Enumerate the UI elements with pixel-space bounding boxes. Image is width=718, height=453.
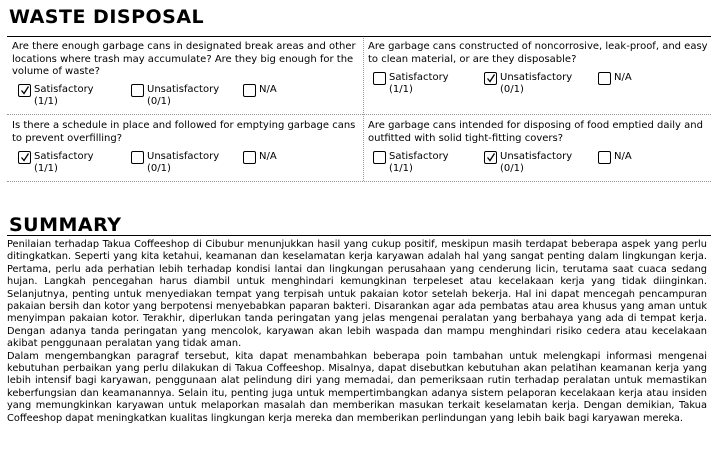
question-2-options: [368, 71, 718, 99]
checkbox-unchecked[interactable]: [243, 151, 256, 164]
option-count: (1/1): [34, 96, 58, 107]
option-label: Unsatisfactory: [147, 151, 220, 162]
summary-paragraph-2: Dalam mengembangkan paragraf tersebut, kita dapat menambahkan beberapa poin tambahan untuk melengkapi informasi mengenai kebutuhan perbaikan yang perlu dilakukan di Takua Coffeeshop. Misalnya, dapat disebutkan kebutuhan akan pelatihan keamanan kerja yang lebih intensif bagi karyawan, penggunaan alat pelindung diri yang memadai, dan pemeriksaan rutin terhadap peralatan untuk memastikan keberfungsian dan keamanannya. Selain itu, penting juga untuk mempertimbangkan adanya sistem pelaporan kecelakaan kerja atau insiden yang memungkinkan karyawan untuk melaporkan masalah dan memberikan masukan terkait keselamatan kerja. Dengan demikian, Takua Coffeeshop dapat meningkatkan kualitas lingkungan kerja mereka dan memberikan perlindungan yang lebih baik bagi karyawan mereka.: [7, 350, 707, 424]
question-4-text: Are garbage cans intended for disposing of food emptied daily and outfitted with solid tight-fitting covers?: [368, 120, 703, 144]
summary-paragraph-1: Penilaian terhadap Takua Coffeeshop di Cibubur menunjukkan hasil yang cukup positif, meskipun masih terdapat beberapa aspek yang perlu ditingkatkan. Seperti yang kita ketahui, keamanan dan keselamatan kerja karyawan adalah hal yang sangat penting dalam lingkungan kerja. Pertama, perlu ada perhatian lebih terhadap kondisi lantai dan lingkungan perusahaan yang cenderung licin, terutama saat cuaca sedang hujan. Langkah pencegahan harus diambil untuk menghindari kemungkinan terpeleset atau kecelakaan kerja yang tidak diinginkan. Selanjutnya, penting untuk menyediakan tempat yang terpisah untuk pakaian kotor setelah bekerja. Hal ini dapat mencegah pencampuran pakaian bersih dan kotor yang berpotensi menyebabkan paparan bakteri. Disarankan agar ada pembatas atau area khusus yang aman untuk menyimpan pakaian kotor. Terakhir, diperlukan tanda peringatan yang jelas mengenai peralatan yang berbahaya yang ada di tempat kerja. Dengan adanya tanda peringatan yang mencolok, karyawan akan lebih waspada dan mampu menghindari risiko cedera atau kecelakaan akibat penggunaan peralatan yang tidak aman.: [7, 239, 707, 350]
summary-title-rule: [7, 235, 711, 236]
checkbox-unchecked[interactable]: [243, 84, 256, 97]
option-count: (0/1): [147, 163, 171, 174]
checkbox-unchecked[interactable]: [131, 84, 144, 97]
checkbox-unchecked[interactable]: [373, 151, 386, 164]
checkmark-icon: [20, 85, 30, 96]
question-4: [368, 120, 711, 174]
option-label: Unsatisfactory: [147, 84, 220, 95]
option-label: Satisfactory: [389, 151, 449, 162]
checkbox-unchecked[interactable]: [373, 72, 386, 85]
option-label: Unsatisfactory: [500, 151, 573, 162]
waste-title-rule: [7, 36, 711, 37]
option-label: Satisfactory: [34, 84, 94, 95]
option-count: (1/1): [34, 163, 58, 174]
question-2: [368, 41, 711, 95]
column-divider: [363, 38, 364, 181]
option-label: N/A: [614, 72, 632, 83]
option-count: (1/1): [389, 84, 413, 95]
option-label: N/A: [259, 84, 277, 95]
section-bottom-divider: [7, 181, 711, 182]
checkbox-checked[interactable]: [18, 84, 31, 97]
question-2-text: Are garbage cans constructed of noncorrosive, leak-proof, and easy to clean material, or are they disposable?: [368, 41, 708, 65]
checkmark-icon: [20, 152, 30, 163]
option-label: Satisfactory: [34, 151, 94, 162]
option-count: (0/1): [500, 163, 524, 174]
checkbox-unchecked[interactable]: [131, 151, 144, 164]
summary-title: SUMMARY: [9, 214, 122, 236]
question-3: [12, 120, 358, 174]
question-3-options: [12, 150, 362, 178]
option-label: Satisfactory: [389, 72, 449, 83]
row-divider: [7, 114, 711, 115]
question-1: [12, 41, 358, 107]
option-count: (0/1): [500, 84, 524, 95]
question-3-text: Is there a schedule in place and followed for emptying garbage cans to prevent overfilling?: [12, 120, 356, 144]
checkbox-checked[interactable]: [484, 151, 497, 164]
checkbox-checked[interactable]: [18, 151, 31, 164]
checkmark-icon: [486, 152, 496, 163]
option-label: N/A: [614, 151, 632, 162]
option-count: (1/1): [389, 163, 413, 174]
option-label: Unsatisfactory: [500, 72, 573, 83]
checkbox-unchecked[interactable]: [598, 72, 611, 85]
question-4-options: [368, 150, 718, 178]
summary-body: [7, 239, 707, 425]
checkmark-icon: [486, 73, 496, 84]
question-1-text: Are there enough garbage cans in designated break areas and other locations where trash may accumulate? Are they big enough for the volume of waste?: [12, 41, 356, 77]
waste-disposal-title: WASTE DISPOSAL: [9, 6, 205, 28]
checkbox-checked[interactable]: [484, 72, 497, 85]
checkbox-unchecked[interactable]: [598, 151, 611, 164]
option-count: (0/1): [147, 96, 171, 107]
option-label: N/A: [259, 151, 277, 162]
question-1-options: [12, 83, 362, 111]
